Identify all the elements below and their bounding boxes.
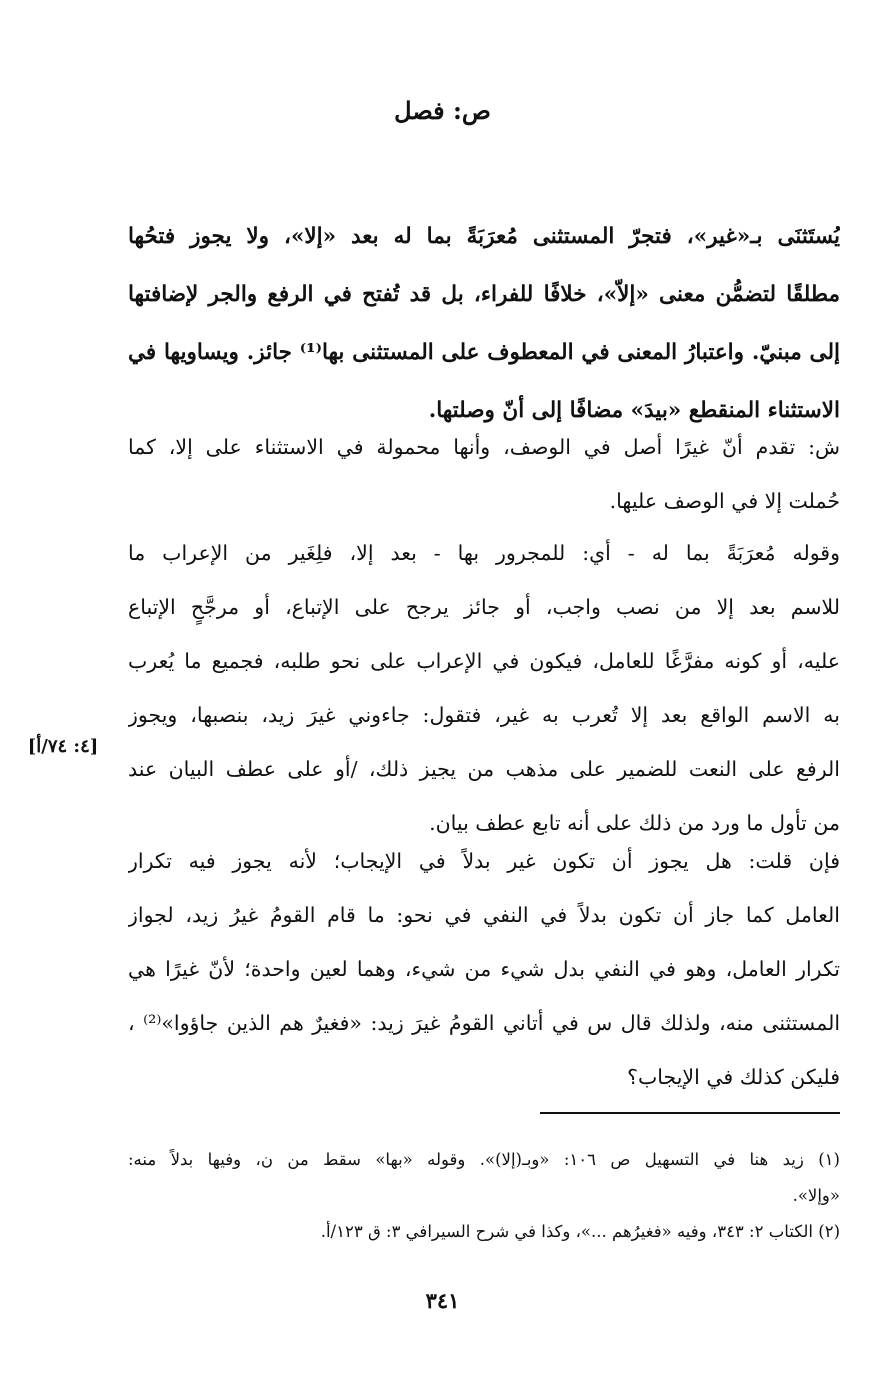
text-line: الرفع على النعت للضمير على مذهب من يجيز ذلك، /أو على عطف البيان عند — [128, 757, 840, 781]
text-line: فليكن كذلك في الإيجاب؟ — [627, 1065, 840, 1089]
text-line: إلى مبنيّ. واعتبارُ المعنى في المعطوف على المستثنى بها⁽¹⁾ جائز. ويساويها في — [128, 340, 840, 365]
text-line: ش: تقدم أنّ غيرًا أصل في الوصف، وأنها محمولة في الاستثناء على إلا، كما — [128, 435, 840, 459]
footnote-separator — [540, 1112, 840, 1114]
text-line: تكرار العامل، وهو في النفي بدل شيء من شيء، وهما لعين واحدة؛ لأنّ غيرًا هي — [128, 957, 840, 981]
text-line: به الاسم الواقع بعد إلا تُعرب به غير، فتقول: جاءوني غيرَ زيد، بنصبها، ويجوز — [128, 703, 840, 727]
footnotes — [128, 1142, 840, 1250]
commentary-paragraph-3 — [128, 834, 840, 1104]
section-title: ص: فصل — [394, 96, 491, 125]
text-line: وقوله مُعرَبَةً بما له - أي: للمجرور بها - بعد إلا، فلِغَير من الإعراب ما — [128, 541, 840, 565]
commentary-paragraph-1 — [128, 420, 840, 528]
text-line: مطلقًا لتضمُّن معنى «إلاّ»، خلافًا للفراء، بل قد تُفتح في الرفع والجر لإضافتها — [128, 282, 840, 307]
text-line: يُستَثنَى بـ«غير»، فتجرّ المستثنى مُعرَبَةً بما له بعد «إلا»، ولا يجوز فتحُها — [128, 224, 840, 249]
footnote-line: (٢) الكتاب ٢: ٣٤٣، وفيه «فغيرُهم ...»، وكذا في شرح السيرافي ٣: ق ١٢٣/أ. — [320, 1222, 840, 1241]
text-line: من تأول ما ورد من ذلك على أنه تابع عطف بيان. — [429, 811, 840, 835]
text-line: عليه، أو كونه مفرَّغًا للعامل، فيكون في الإعراب على نحو طلبه، فجميع ما يُعرب — [128, 649, 840, 673]
matn-paragraph — [128, 208, 840, 440]
commentary-paragraph-2 — [128, 526, 840, 850]
footnote-line: (١) زيد هنا في التسهيل ص ١٠٦: «وبـ(إلا)». وقوله «بها» سقط من ن، وفيها بدلاً منه: — [128, 1150, 840, 1169]
text-line: الاستثناء المنقطع «بيدَ» مضافًا إلى أنّ وصلتها. — [428, 398, 840, 423]
text-line: العامل كما جاز أن تكون بدلاً في النفي في نحو: ما قام القومُ غيرُ زيد، لجواز — [128, 903, 840, 927]
margin-reference: [٤: ٧٤/أ] — [27, 736, 99, 757]
text-line: حُملت إلا في الوصف عليها. — [609, 489, 840, 513]
text-line: المستثنى منه، ولذلك قال س في أتاني القومُ غيرَ زيد: «فغيرٌ هم الذين جاؤوا»⁽²⁾ ، — [128, 1011, 840, 1035]
text-line: للاسم بعد إلا من نصب واجب، أو جائز يرجح على الإتباع، أو مرجَّحٍ الإتباع — [128, 595, 840, 619]
page-number: ٣٤١ — [425, 1288, 460, 1313]
footnote-line: «وإلا». — [792, 1186, 840, 1205]
text-line: فإن قلت: هل يجوز أن تكون غير بدلاً في الإيجاب؛ لأنه يجوز فيه تكرار — [128, 849, 840, 873]
